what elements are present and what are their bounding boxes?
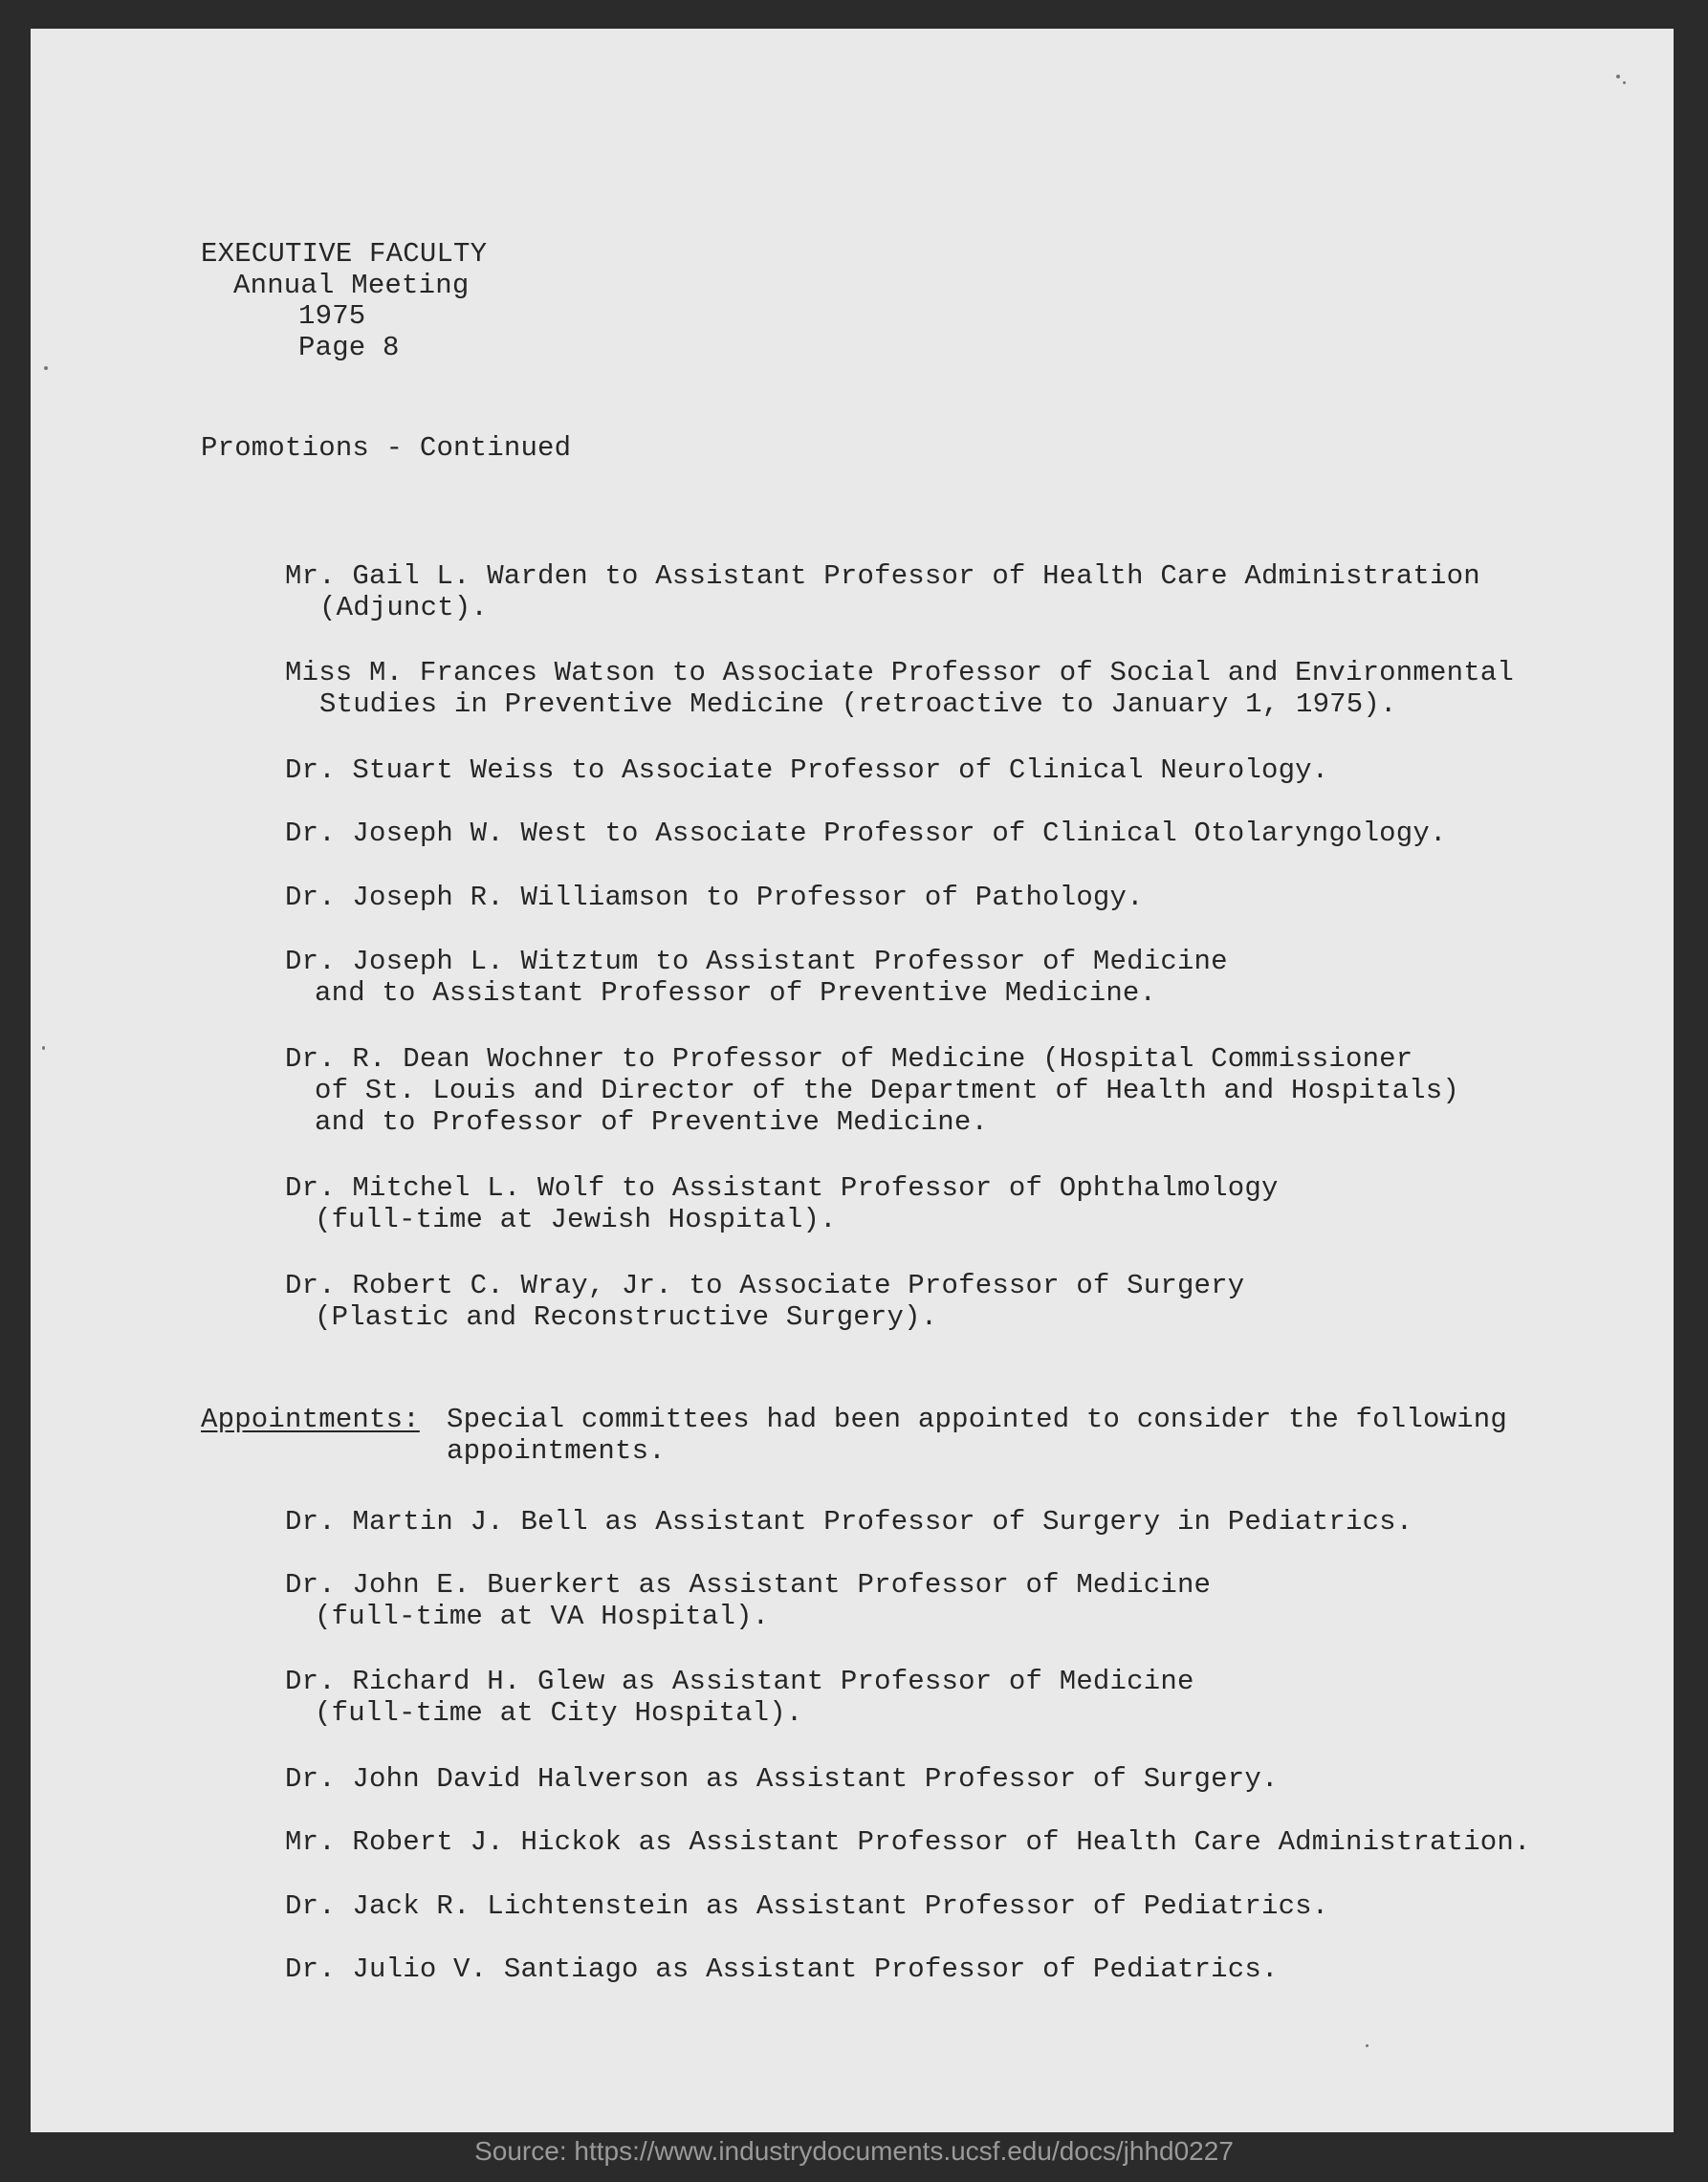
- appointment-item-6: Dr. Jack R. Lichtenstein as Assistant Professor of Pediatrics.: [285, 1890, 1329, 1922]
- promotion-item-2-line-2: Studies in Preventive Medicine (retroactive to January 1, 1975).: [319, 688, 1397, 720]
- promotion-item-9-line-1: Dr. Robert C. Wray, Jr. to Associate Professor of Surgery: [285, 1270, 1245, 1301]
- appointments-intro-line-2: appointments.: [447, 1435, 666, 1467]
- appointment-item-4: Dr. John David Halverson as Assistant Professor of Surgery.: [285, 1763, 1279, 1795]
- appointment-item-2-line-1: Dr. John E. Buerkert as Assistant Professor of Medicine: [285, 1569, 1212, 1601]
- scan-speck: [1623, 81, 1626, 84]
- promotions-title: Promotions - Continued: [201, 432, 572, 464]
- scan-speck: [1366, 2044, 1369, 2047]
- appointments-label: Appointments:: [201, 1404, 420, 1435]
- promotion-item-8-line-1: Dr. Mitchel L. Wolf to Assistant Professor of Ophthalmology: [285, 1172, 1279, 1204]
- header-subtitle: Annual Meeting: [233, 270, 470, 301]
- promotion-item-1-line-1: Mr. Gail L. Warden to Assistant Professor of Health Care Administration: [285, 560, 1480, 592]
- promotion-item-3: Dr. Stuart Weiss to Associate Professor of Clinical Neurology.: [285, 754, 1329, 786]
- header-year: 1975: [298, 300, 366, 332]
- appointments-intro-line-1: Special committees had been appointed to consider the following: [447, 1404, 1507, 1435]
- appointment-item-2-line-2: (full-time at VA Hospital).: [315, 1601, 770, 1632]
- promotion-item-8-line-2: (full-time at Jewish Hospital).: [315, 1204, 837, 1235]
- promotion-item-7-line-2: of St. Louis and Director of the Department of Health and Hospitals): [315, 1075, 1459, 1106]
- appointment-item-3-line-1: Dr. Richard H. Glew as Assistant Professor of Medicine: [285, 1666, 1194, 1697]
- appointment-item-7: Dr. Julio V. Santiago as Assistant Professor of Pediatrics.: [285, 1953, 1279, 1985]
- appointment-item-5: Mr. Robert J. Hickok as Assistant Professor of Health Care Administration.: [285, 1826, 1531, 1858]
- header-page-number: Page 8: [298, 332, 400, 363]
- appointment-item-3-line-2: (full-time at City Hospital).: [315, 1697, 803, 1729]
- promotion-item-6-line-2: and to Assistant Professor of Preventive Medicine.: [315, 977, 1157, 1009]
- scan-speck: [42, 1046, 45, 1050]
- promotion-item-6-line-1: Dr. Joseph L. Witztum to Assistant Professor of Medicine: [285, 946, 1228, 977]
- promotion-item-2-line-1: Miss M. Frances Watson to Associate Professor of Social and Environmental: [285, 657, 1515, 688]
- header-title: EXECUTIVE FACULTY: [201, 238, 488, 270]
- source-footer: Source: https://www.industrydocuments.ucsf.edu/docs/jhhd0227: [474, 2136, 1234, 2166]
- scan-speck: [1616, 75, 1620, 78]
- promotion-item-4: Dr. Joseph W. West to Associate Professor of Clinical Otolaryngology.: [285, 818, 1447, 849]
- scan-speck: [44, 366, 48, 370]
- appointment-item-1: Dr. Martin J. Bell as Assistant Professor of Surgery in Pediatrics.: [285, 1506, 1413, 1538]
- document-page: [31, 29, 1674, 2132]
- promotion-item-7-line-3: and to Professor of Preventive Medicine.: [315, 1106, 989, 1138]
- promotion-item-1-line-2: (Adjunct).: [319, 592, 489, 623]
- promotion-item-9-line-2: (Plastic and Reconstructive Surgery).: [315, 1301, 938, 1333]
- promotion-item-5: Dr. Joseph R. Williamson to Professor of Pathology.: [285, 882, 1144, 913]
- promotion-item-7-line-1: Dr. R. Dean Wochner to Professor of Medicine (Hospital Commissioner: [285, 1043, 1413, 1075]
